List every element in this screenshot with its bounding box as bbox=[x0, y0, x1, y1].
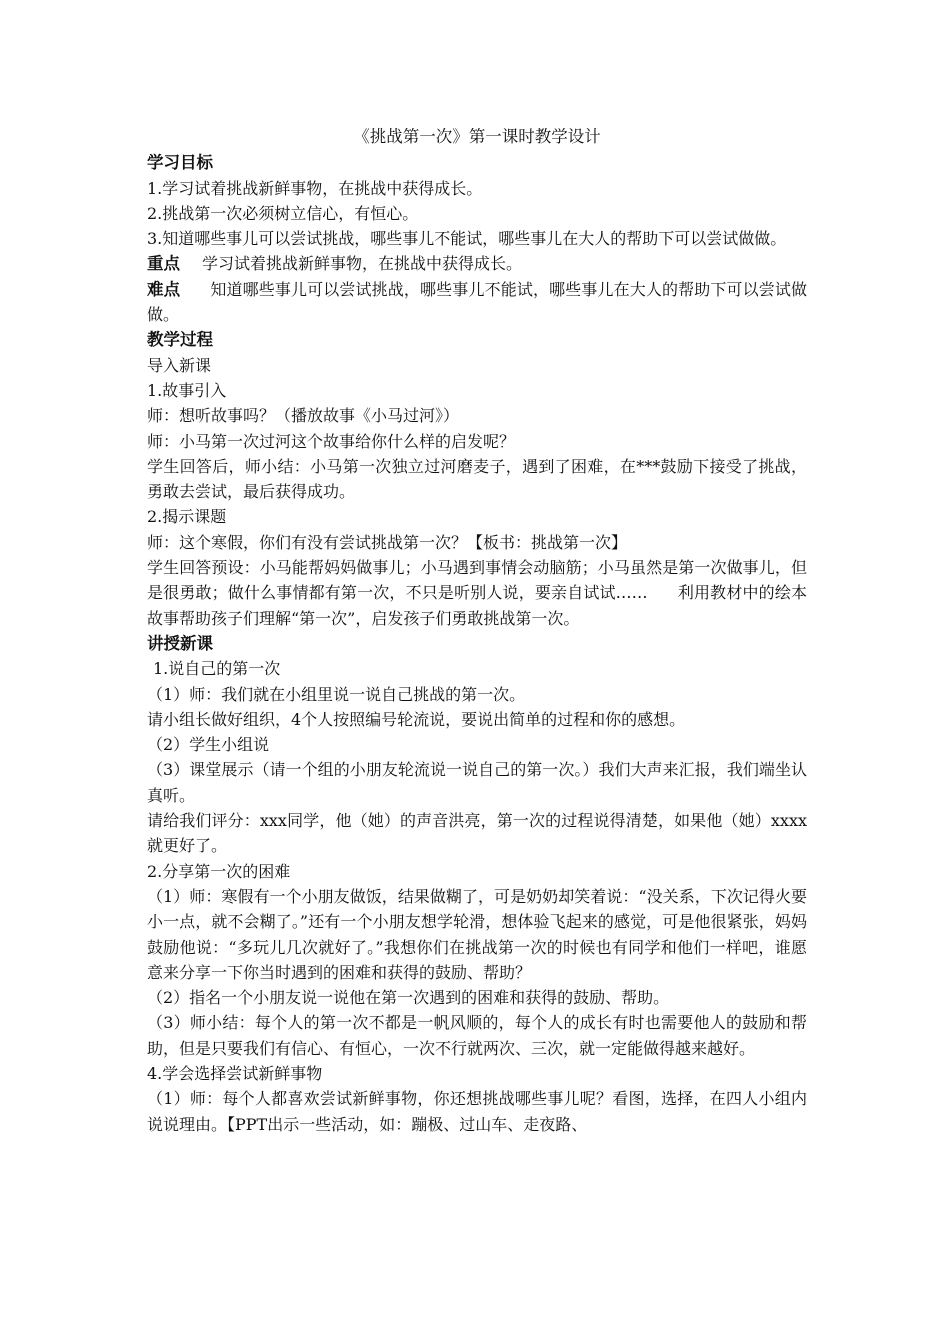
section-2-paragraph: （3）师小结：每个人的第一次不都是一帆风顺的，每个人的成长有时也需要他人的鼓励和帮助，但是只要我们有信心、有恒心，一次不行就两次、三次，就一定能做得越来越好。 bbox=[147, 1013, 807, 1058]
section-2-paragraph: （1）师：寒假有一个小朋友做饭，结果做糊了，可是奶奶却笑着说：“没关系，下次记得火要小一点，就不会糊了。”还有一个小朋友想学轮滑，想体验飞起来的感觉，可是他很紧张，妈妈鼓励他说：“多玩儿几次就好了。”我想你们在挑战第一次的时候也有同学和他们一样吧，谁愿意来分享一下你当时遇到的困难和获得的鼓励、帮助？ bbox=[147, 886, 807, 982]
objective-item: 1.学习试着挑战新鲜事物，在挑战中获得成长。 bbox=[147, 178, 483, 198]
key-point-label: 重点 bbox=[147, 254, 180, 274]
section-1-paragraph: 请给我们评分：xxx同学，他（她）的声音洪亮，第一次的过程说得清楚，如果他（她）xxxx就更好了。 bbox=[147, 811, 807, 856]
new-lesson-heading: 讲授新课 bbox=[147, 633, 213, 653]
intro-heading: 导入新课 bbox=[147, 355, 212, 375]
difficult-point-label: 难点 bbox=[147, 279, 181, 299]
objective-item: 3.知道哪些事儿可以尝试挑战，哪些事儿不能试，哪些事儿在大人的帮助下可以尝试做做。 bbox=[147, 229, 787, 249]
difficult-point bbox=[147, 277, 807, 328]
section-4-paragraph: （1）师：每个人都喜欢尝试新鲜事物，你还想挑战哪些事儿呢？看图，选择，在四人小组内说说理由。【PPT出示一些活动，如：蹦极、过山车、走夜路、 bbox=[147, 1089, 807, 1134]
reveal-answer bbox=[147, 555, 807, 631]
story-question-1: 师：想听故事吗？（播放故事《小马过河》） bbox=[147, 406, 460, 426]
section-2-paragraph: （2）指名一个小朋友说一说他在第一次遇到的困难和获得的鼓励、帮助。 bbox=[147, 988, 670, 1008]
story-summary: 学生回答后，师小结：小马第一次独立过河磨麦子，遇到了困难，在***鼓励下接受了挑战，勇敢去尝试，最后获得成功。 bbox=[147, 456, 807, 502]
document-page bbox=[147, 124, 807, 1137]
key-point-text: 学习试着挑战新鲜事物，在挑战中获得成长。 bbox=[202, 254, 523, 274]
section-1-paragraph: （1）师：我们就在小组里说一说自己挑战的第一次。 bbox=[147, 684, 526, 704]
reveal-note: 利用教材中的绘本故事帮助孩子们理解“第一次”，启发孩子们勇敢挑战第一次。 bbox=[147, 583, 807, 628]
story-heading: 1.故事引入 bbox=[147, 380, 227, 400]
section-1-paragraph: （2）学生小组说 bbox=[147, 735, 270, 755]
difficult-point-text: 知道哪些事儿可以尝试挑战，哪些事儿不能试，哪些事儿在大人的帮助下可以尝试做做。 bbox=[147, 279, 807, 325]
story-question-2: 师：小马第一次过河这个故事给你什么样的启发呢？ bbox=[147, 431, 516, 451]
section-2-heading: 2.分享第一次的困难 bbox=[147, 861, 291, 881]
reveal-answer-text: 学生回答预设：小马能帮妈妈做事儿；小马遇到事情会动脑筋；小马虽然是第一次做事儿，但是很勇敢；做什么事情都有第一次，不只是听别人说，要亲自试试…… bbox=[147, 558, 807, 603]
objectives-heading: 学习目标 bbox=[147, 153, 213, 173]
key-point bbox=[147, 251, 807, 276]
reveal-question: 师：这个寒假，你们有没有尝试挑战第一次？【板书：挑战第一次】 bbox=[147, 532, 628, 552]
reveal-heading: 2.揭示课题 bbox=[147, 507, 227, 527]
document-title: 《挑战第一次》第一课时教学设计 bbox=[353, 127, 601, 146]
process-heading: 教学过程 bbox=[147, 330, 213, 350]
section-4-heading: 4.学会选择尝试新鲜事物 bbox=[147, 1063, 323, 1083]
section-1-paragraph: （3）课堂展示（请一个组的小朋友轮流说一说自己的第一次。）我们大声来汇报，我们端坐认真听。 bbox=[147, 760, 807, 805]
objective-item: 2.挑战第一次必须树立信心，有恒心。 bbox=[147, 203, 419, 223]
section-1-heading: 1.说自己的第一次 bbox=[153, 659, 281, 679]
section-1-paragraph: 请小组长做好组织，4个人按照编号轮流说，要说出简单的过程和你的感想。 bbox=[147, 709, 686, 729]
